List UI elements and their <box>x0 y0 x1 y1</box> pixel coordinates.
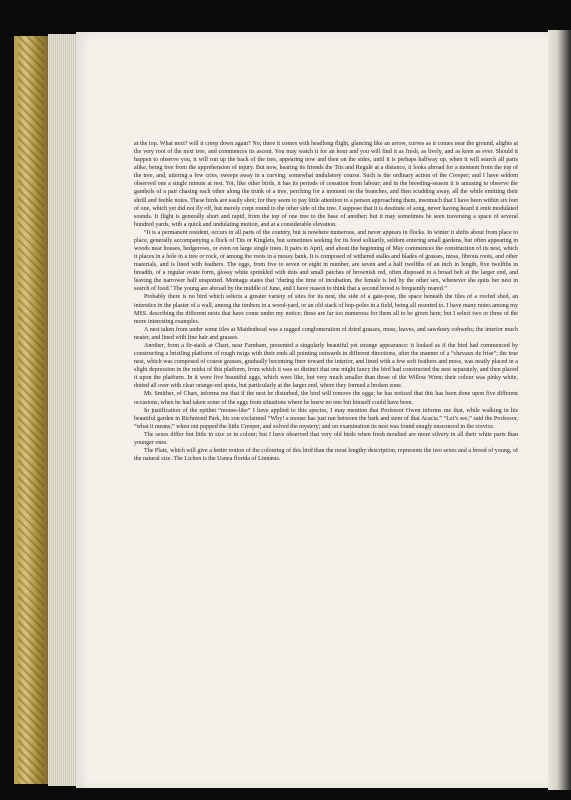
paragraph: Mr. Smither, of Chart, informs me that if the nest be disturbed, the bird will remove the eggs; he has noticed that this has been done upon five different occasions, when he had taken some of the eggs from situations where he knew no one but himself could have been. <box>134 391 518 406</box>
book-page <box>76 32 548 788</box>
facing-page-edge <box>548 30 571 790</box>
paragraph: A nest taken from under some tiles at Maidenhead was a ragged conglomeration of dried grasses, moss, leaves, and sawdusty cobwebs; the interior much neater, and lined with fine hair and grasses. <box>134 326 518 341</box>
paragraph: Probably there is no bird which selects a greater variety of sites for its nest, the side of a gate-post, the space beneath the tiles of a roofed shed, an interstice in the plaster of a wall, among the timbers in a wood-yard, or an old stack of hop-poles in a field, being all resorted to. I have many notes among my MSS. describing the different nests that have come under my notice; these are far too numerous for them all to be given here; but I select two or three of the more interesting examples. <box>134 294 518 325</box>
paragraph: In justification of the epithet “mouse-like” I have applied to this species, I may mention that Professor Owen informs me that, while walking in his beautiful garden in Richmond Park, his son exclaimed “Why! a mouse has just run between the bark and stem of that Acacia.” “Let’s see,” said the Professor, “what it means;” when out popped the little Creeper, and solved the mystery; and on examination its nest was found snugly ensconced in the crevice. <box>134 407 518 430</box>
paragraph: “It is a permanent resident, occurs in all parts of the country, but is nowhere numerous, and never appears in flocks. In winter it shifts about from place to place, generally accompanying a flock of Tits or Kinglets, but sometimes seeking for its food solitarily, seldom entering small gardens, but often appearing in woods near houses, hedgerows, or even on large single trees. It pairs in April, and about the beginning of May commences the construction of its nest, which it places in a hole in a tree or rock, or among the roots in a mossy bank. It is composed of withered stalks and blades of grasses, moss, fibrous roots, and other materials, and is lined with feathers. The eggs, from five to seven or eight in number, are seven and a half twelfths of an inch in length, five twelfths in breadth, of a regular ovate form, glossy white sprinkled with dots and small patches of brownish red, often disposed in a broad belt at the larger end, and leaving the narrower half unspotted. Montagu states that ‘during the time of incubation, the female is fed by the other sex, whenever she quits her nest in search of food.’ The young are abroad by the middle of June, and I have reason to think that a second brood is frequently reared.” <box>134 229 518 293</box>
paragraph: The sexes differ but little in size or in colour; but I have observed that very old birds when fresh moulted are more silvery in all their white parts than younger ones. <box>134 431 518 446</box>
paragraph: The Plate, which will give a better notion of the colouring of this bird than the most lengthy description, represents the two sexes and a brood of young, of the natural size. The Lichen is the Usnea florida of Linnæus. <box>134 447 518 463</box>
paragraph: Another, from a fir-stack at Chart, near Farnham, presented a singularly beautiful yet strange appearance: it looked as if the bird had commenced by constructing a bristling platform of rough twigs with their ends all pointing outwards in different directions, after the manner of a “chevaux de frise”; the true nest, which was composed of coarse grasses, gradually becoming finer toward the interior, and lined with a few soft feathers and moss, was neatly placed in a slight depression in the midst of this platform, from which it was so distinct that one might fancy the bird had constructed the nest separately, and then placed it upon the platform. In it were five beautiful eggs, which were like, but very much smaller than those of the Willow Wren; their colour was pinky white, dotted all over with clear orange-red spots, but particularly at the larger end, where they formed a broken zone. <box>134 342 518 390</box>
paragraph: at the top. What next? will it creep down again? No; there it comes with headlong flight, glancing like an arrow, curves as it comes near the ground, alights at the very root of the next tree, and commences its ascent. You may watch it for an hour and you will find it as fresh, as lively, and as keen as ever. Should it happen to observe you, it will run up the back of the tree, appearing now and then on the sides, until it is perhaps halfway up, when it will search all parts alike, being free from the apprehension of injury. But now, hearing its friends the Tits and Regulë at a distance, it looks abroad for a moment from the top of the tree, and, uttering a few cries, sweeps away in a curving, somewhat undulatory course. Such is the ordinary action of the Creeper; and I have seldom observed one a single minute at rest. Yet, like other birds, it has its periods of cessation from labour; and in the breeding-season it is amusing to observe the gambols of a pair chasing each other along the trunk of a tree, perching for a moment on the branches, and then scudding away, all the while emitting their shrill and feeble notes. These birds are easily shot; for they seem to pay little attention to a person approaching them, insomuch that I have been within six feet of one, which yet did not fly off, but merely crept round to the other side of the tree. I suppose that it is destitute of song, never having heard it emit modulated sounds. It flight is generally short and rapid, from the top of one tree to the base of another; but it may sometimes be seen traversing a space of several hundred yards, with a quick and undulating motion, and at a considerable elevation. <box>134 141 518 228</box>
book-gilt-edge <box>14 36 48 784</box>
page-text <box>134 140 518 463</box>
page-stack-edge <box>48 34 78 786</box>
